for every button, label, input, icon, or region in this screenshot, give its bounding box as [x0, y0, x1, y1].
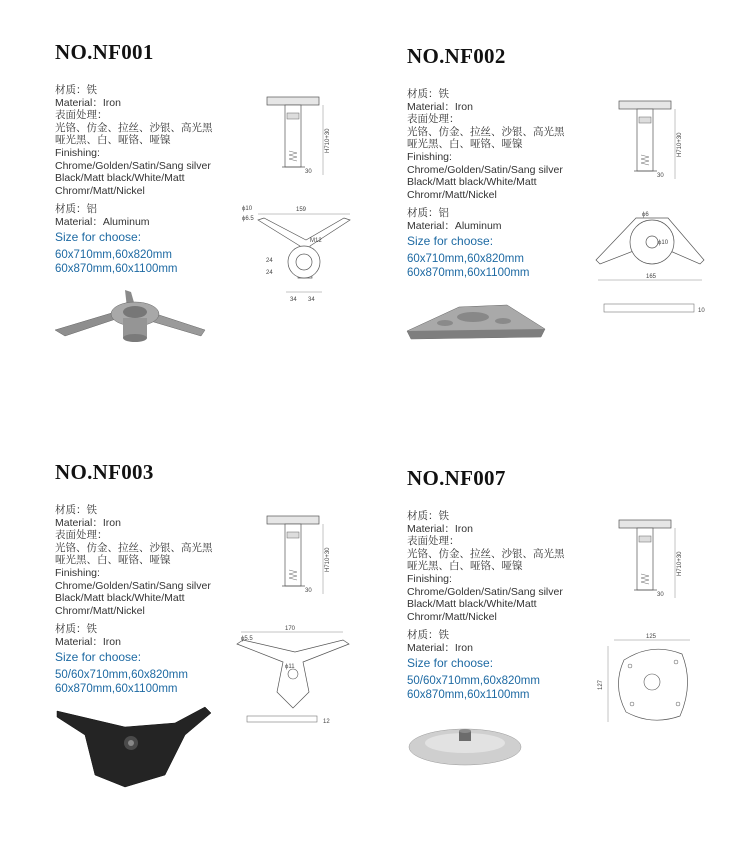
material-cn: 材质：铁 [407, 510, 449, 522]
base-material-en: Material：Aluminum [407, 219, 502, 232]
product-card-nf001 [55, 40, 415, 420]
size-option-line2: 60x870mm,60x1100mm [407, 688, 530, 701]
base-material-en: Material：Aluminum [55, 215, 150, 228]
base-material-cn: 材质：铝 [407, 207, 449, 220]
product-model: NO.NF002 [407, 44, 506, 68]
material-en: Material：Iron [55, 96, 121, 109]
size-label: Size for choose: [407, 233, 494, 248]
product-card-nf002 [407, 44, 750, 424]
base-material-cn: 材质：铁 [55, 623, 97, 636]
finishing-cn-line1: 光铬、仿金、拉丝、沙银、高光黑 [55, 541, 213, 554]
base-material-en: Material：Iron [55, 635, 121, 648]
column-drawing [265, 95, 335, 185]
material-en: Material：Iron [55, 516, 121, 529]
finishing-cn-label: 表面处理： [55, 109, 108, 122]
base-material-cn: 材质：铝 [55, 203, 97, 216]
bottom-dim-2: 34 [308, 297, 315, 303]
size-option-line2: 60x870mm,60x1100mm [55, 682, 178, 695]
size-option-line1: 50/60x710mm,60x820mm [55, 668, 188, 681]
size-label: Size for choose: [55, 229, 142, 244]
material-en: Material：Iron [407, 100, 473, 113]
base-drawing [598, 630, 702, 730]
finishing-cn-line2: 哑光黑、白、哑铬、哑镍 [55, 554, 171, 567]
finishing-cn-line2: 哑光黑、白、哑铬、哑镍 [55, 134, 171, 147]
product-specs [407, 88, 565, 280]
material-cn: 材质：铁 [407, 88, 449, 100]
hole-dim-2: ϕ10 [658, 240, 669, 246]
finishing-en-line2: Black/Matt black/White/Matt [55, 172, 185, 185]
product-specs [407, 510, 565, 702]
thickness-dim: 10 [698, 308, 705, 314]
product-card-nf003 [55, 460, 415, 840]
bottom-dim-1: 34 [290, 297, 297, 303]
height-dim: H710+30 [325, 547, 331, 572]
height-dim: H710+30 [325, 128, 331, 153]
size-option-line2: 60x870mm,60x1100mm [55, 262, 178, 275]
finishing-en-line3: Chromr/Matt/Nickel [407, 610, 497, 623]
product-photo [407, 721, 527, 781]
base-dim: 30 [305, 588, 312, 594]
finishing-en-line2: Black/Matt black/White/Matt [407, 176, 537, 189]
material-cn: 材质：铁 [55, 84, 97, 96]
base-drawing [592, 204, 712, 324]
product-model: NO.NF003 [55, 460, 154, 484]
height-dim: H710+30 [677, 551, 683, 576]
base-dim: 30 [657, 592, 664, 598]
size-label: Size for choose: [407, 655, 494, 670]
base-drawing [233, 622, 363, 732]
height-dim: H710+30 [677, 132, 683, 157]
finishing-label: Finishing: [407, 150, 452, 163]
finishing-label: Finishing: [55, 146, 100, 159]
product-photo [55, 290, 215, 360]
column-drawing [617, 99, 687, 189]
hole-dim-2: ϕ11 [285, 664, 295, 670]
finishing-cn-line1: 光铬、仿金、拉丝、沙银、高光黑 [407, 547, 565, 560]
size-option-line1: 60x710mm,60x820mm [55, 248, 172, 261]
finishing-cn-label: 表面处理： [55, 529, 108, 542]
finishing-label: Finishing: [407, 572, 452, 585]
base-material-cn: 材质：铁 [407, 629, 449, 642]
column-drawing [265, 514, 335, 604]
size-option-line1: 50/60x710mm,60x820mm [407, 674, 540, 687]
side-dim-2: 24 [266, 270, 273, 276]
hole-dim-1: ϕ10 [242, 206, 253, 212]
hole-dim-1: ϕ5.5 [241, 636, 253, 642]
product-specs [55, 504, 213, 696]
finishing-en-line3: Chromr/Matt/Nickel [55, 184, 145, 197]
product-card-nf007 [407, 466, 750, 846]
finishing-cn-line1: 光铬、仿金、拉丝、沙银、高光黑 [407, 125, 565, 138]
finishing-cn-label: 表面处理： [407, 535, 460, 548]
width-dim: 170 [285, 626, 296, 632]
product-model: NO.NF001 [55, 40, 154, 64]
finishing-en-line1: Chrome/Golden/Satin/Sang silver [407, 163, 563, 176]
finishing-en-line1: Chrome/Golden/Satin/Sang silver [55, 579, 211, 592]
base-dim: 30 [657, 173, 664, 179]
finishing-en-line2: Black/Matt black/White/Matt [55, 592, 185, 605]
base-material-en: Material：Iron [407, 641, 473, 654]
column-drawing [617, 518, 687, 608]
size-option-line2: 60x870mm,60x1100mm [407, 266, 530, 279]
material-cn: 材质：铁 [55, 504, 97, 516]
width-dim: 159 [296, 207, 307, 213]
finishing-en-line2: Black/Matt black/White/Matt [407, 598, 537, 611]
thread-dim: M12 [310, 238, 322, 244]
product-photo [407, 299, 547, 349]
size-option-line1: 60x710mm,60x820mm [407, 252, 524, 265]
product-model: NO.NF007 [407, 466, 506, 490]
finishing-label: Finishing: [55, 566, 100, 579]
thickness-dim: 12 [323, 719, 330, 725]
height-dim-plate: 127 [598, 679, 604, 690]
base-drawing [240, 200, 370, 310]
base-dim: 30 [305, 169, 312, 175]
product-specs [55, 84, 213, 276]
hole-dim-2: ϕ6.5 [242, 216, 254, 222]
finishing-cn-line1: 光铬、仿金、拉丝、沙银、高光黑 [55, 121, 213, 134]
finishing-cn-line2: 哑光黑、白、哑铬、哑镍 [407, 560, 523, 573]
width-dim: 125 [646, 634, 657, 640]
product-photo [55, 705, 215, 795]
finishing-en-line3: Chromr/Matt/Nickel [55, 604, 145, 617]
hole-dim-1: ϕ6 [642, 212, 649, 218]
finishing-en-line1: Chrome/Golden/Satin/Sang silver [407, 585, 563, 598]
width-dim: 165 [646, 274, 657, 280]
finishing-en-line3: Chromr/Matt/Nickel [407, 188, 497, 201]
finishing-cn-line2: 哑光黑、白、哑铬、哑镍 [407, 138, 523, 151]
finishing-en-line1: Chrome/Golden/Satin/Sang silver [55, 159, 211, 172]
finishing-cn-label: 表面处理： [407, 113, 460, 126]
material-en: Material：Iron [407, 522, 473, 535]
side-dim-1: 24 [266, 258, 273, 264]
size-label: Size for choose: [55, 649, 142, 664]
